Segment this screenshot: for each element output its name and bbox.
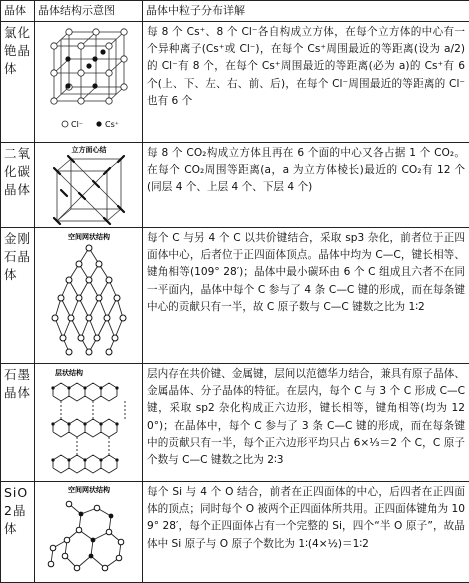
graphite-lattice-image — [39, 366, 139, 478]
diamond-lattice-image — [39, 230, 139, 360]
table-row — [1, 143, 469, 228]
crystal-detail: 每个 Si 与 4 个 O 结合，前者在正四面体的中心，后四者在正四面体的顶点；同时每个 O 被两个正四面体所共用。正四面体键角为 109° 28′，每个正四面体占有一个完整的 Si，四个“半 O 原子”，故晶体中 Si 原子与 O 原子个数比为 1∶(4×½)＝1∶2 — [143, 482, 469, 583]
legend-cl: Cl⁻ — [71, 120, 83, 129]
crystal-detail: 每个 C 与另 4 个 C 以共价键结合，采取 sp3 杂化，前者位于正四面体中心，后者位于正四面体顶点。晶体中均为 C—C，键长相等、键角相等(109° 28′)；晶体中最小碳环由 6 个 C 组成且六者不在同一平面内，晶体中每个 C 参与了 4 条 C—C 键的形成，而在每条键中心的贡献只有一半，故 C 原子数与 C—C 键数之比为 1∶2 — [143, 228, 469, 364]
cscl-lattice-image — [39, 24, 139, 139]
crystal-name: 金刚石晶体 — [1, 228, 35, 364]
crystal-detail: 层内存在共价键、金属键，层间以范德华力结合，兼具有原子晶体、金属晶体、分子晶体的特征。在层内，每个 C 与 3 个 C 形成 C—C 键，采取 sp2 杂化构成正六边形，键长相等，键角相等(均为 120°)；在晶体中，每个 C 参与了 3 条 C—C 键的形成，而在每条键中的贡献只有一半，每个正六边形平均只占 6×⅓＝2 个 C，C 原子个数与 C—C 键数之比为 2∶3 — [143, 364, 469, 482]
figure-title: 层状结构 — [55, 368, 83, 377]
figure-title: 空间网状结构 — [68, 232, 110, 241]
figure-title: 空间网状结构 — [68, 485, 110, 494]
table-header-row — [1, 1, 469, 22]
diamond-structure-figure — [35, 228, 143, 364]
header-structure: 晶体结构示意图 — [35, 1, 143, 22]
table-row — [1, 228, 469, 364]
crystal-detail: 每 8 个 CO₂构成立方体且再在 6 个面的中心又各占据 1 个 CO₂。在每个 CO₂周围等距离(a，a 为立方体棱长)最近的 CO₂有 12 个(同层 4 个、上层 4 个、下层 4 个) — [143, 143, 469, 228]
co2-lattice-image — [39, 145, 139, 225]
sio2-structure-figure — [35, 482, 143, 583]
table-row — [1, 482, 469, 583]
co2-structure-figure — [35, 143, 143, 228]
sio2-lattice-image — [39, 484, 139, 580]
legend-cs: Cs⁺ — [105, 120, 119, 129]
table-row — [1, 364, 469, 482]
cscl-structure-figure — [35, 22, 143, 143]
crystal-name: 石墨晶体 — [1, 364, 35, 482]
crystal-name: SiO2晶体 — [1, 482, 35, 583]
header-detail: 晶体中粒子分布详解 — [143, 1, 469, 22]
table-row — [1, 22, 469, 143]
graphite-structure-figure — [35, 364, 143, 482]
crystal-name: 二氧化碳晶体 — [1, 143, 35, 228]
figure-title: 立方面心结 — [71, 145, 106, 154]
header-crystal: 晶体 — [1, 1, 35, 22]
crystal-detail: 每 8 个 Cs⁺、8 个 Cl⁻各自构成立方体，在每个立方体的中心有一个异种离子(Cs⁺或 Cl⁻)，在每个 Cs⁺周围最近的等距离(设为 a/2)的 Cl⁻有 8 个，在每个 Cs⁺周围最近的等距离(必为 a)的 Cs⁺有 6 个(上、下、左、右、前、后)，在每个 Cl⁻周围最近的等距离的 Cl⁻也有 6 个 — [143, 22, 469, 143]
crystal-name: 氯化铯晶体 — [1, 22, 35, 143]
